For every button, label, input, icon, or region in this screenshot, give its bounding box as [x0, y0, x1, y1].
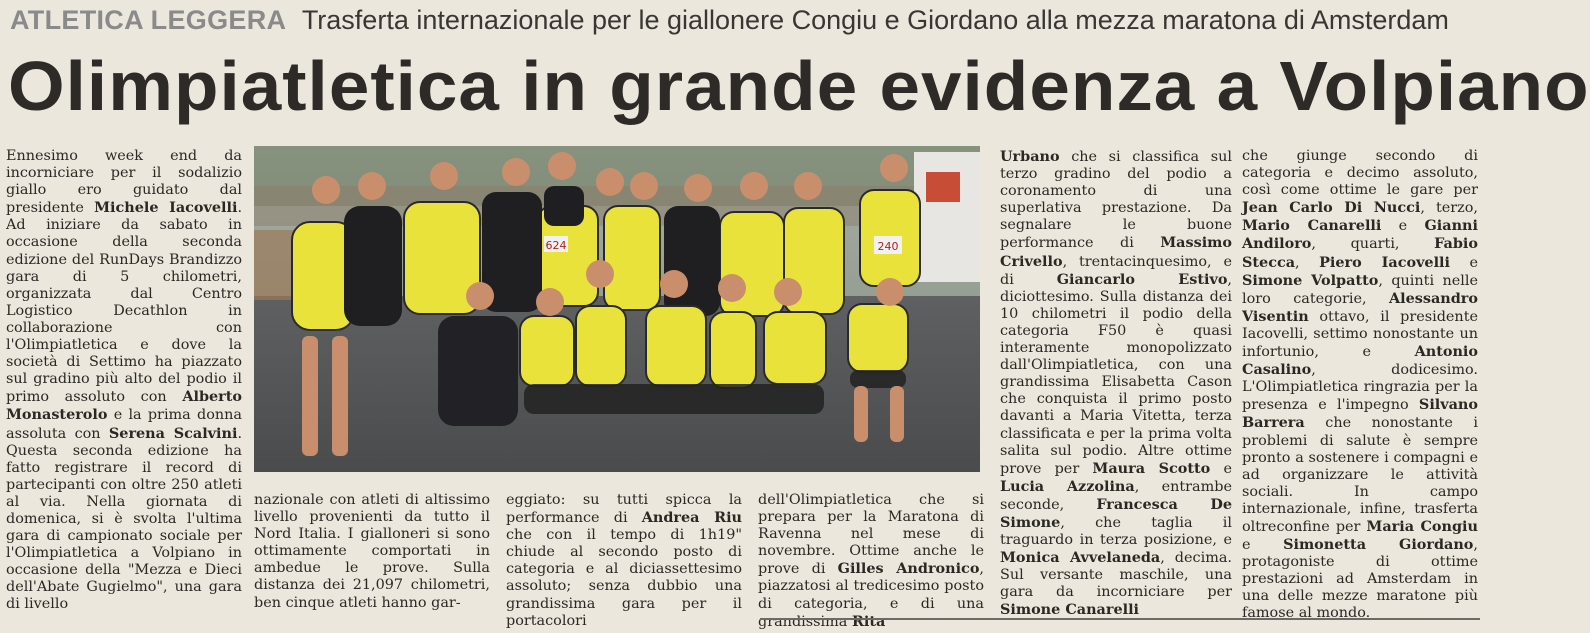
bold-name: Rita [851, 612, 886, 630]
text-run: , piazzatosi al tredicesimo posto di categoria, e di una grandissima [758, 561, 984, 630]
bold-name: Maria Congiu [1366, 517, 1478, 535]
text-run: , trentacinquesimo, e di [1000, 253, 1232, 288]
bold-name: Urbano [1000, 148, 1060, 165]
bib-number: 240 [877, 240, 899, 253]
bold-name: Simonetta Giordano [1283, 536, 1474, 554]
team-photo [254, 146, 980, 472]
bold-name: Simone Volpatto [1242, 271, 1379, 289]
bold-name: Gilles Andronico [837, 560, 980, 578]
bold-name: Michele Iacovelli [94, 199, 238, 217]
text-run: e [1242, 537, 1284, 554]
section-label: ATLETICA LEGGERA [10, 5, 287, 35]
text-run: , diciottesimo. Sulla distanza dei 10 chilometri il podio della categoria F50 è quasi interamente monopolizzato dall'Olimpiatletica, con una grandissima Elisabetta Cason che conquista il primo posto davanti a Maria Vitetta, terza classificata e per la prima volta salita sul podio. Altre ottime prove per [1000, 271, 1232, 477]
text-run: , terzo, [1420, 200, 1478, 217]
text-run: , [1295, 254, 1320, 271]
text-run: nazionale con atleti di altissimo livello provenienti da tutto il Nord Italia. I gialloneri si sono ottimamente comportati in ambedue le prove. Sulla distanza dei 21,097 chilometri, ben cinque atleti hanno gar- [254, 492, 490, 611]
bold-name: Gianni Andiloro [1242, 217, 1478, 253]
text-run: e la prima donna assoluta con [6, 407, 242, 442]
bold-name: Antonio Casalino [1242, 343, 1478, 379]
bold-name: Fabio Stecca [1242, 235, 1478, 271]
text-run: e [1450, 254, 1479, 271]
text-run: , protagoniste di ottime prestazioni ad Amsterdam in una delle mezze maratone più famose al mondo. [1242, 537, 1478, 622]
text-run: che con il tempo di 1h19" chiude al secondo posto di categoria e al diciassettesimo assoluto; senza dubbio una grandissima gara per il portacolori [506, 527, 742, 629]
text-run: che nonostante i problemi di salute è sempre pronto a sostenere i compagni e ad organizzare le attività sociali. In campo internazionale, infine, trasferta oltreconfine per [1242, 415, 1478, 535]
bold-name: Giancarlo Estivo [1056, 270, 1228, 288]
text-run: . Questa seconda edizione ha fatto registrare il record di partecipanti con oltre 250 atleti al via. Nella giornata di domenica, si è svolta l'ultima gara di campionato sociale per l'Olimpiatletica a Volpiano in occasione della "Mezza e Dieci dell'Abate Gugielmo", una gara di livello [6, 425, 243, 613]
text-run: dell'Olimpiatletica che si prepara per la Maratona di Ravenna nel mese di novembre. Ottime anche le prove di [758, 492, 984, 578]
bold-name: Alessandro Visentin [1242, 289, 1478, 325]
bold-name: Simone Canarelli [1000, 601, 1140, 619]
bold-name: Mario Canarelli [1242, 217, 1382, 235]
article-column-4 [758, 492, 984, 628]
text-run: , che taglia il traguardo in terza posizione, e [1000, 514, 1232, 549]
text-run: e [1381, 218, 1425, 235]
text-run: ottavo, il presidente Iacovelli, settimo nonostante un infortunio, e [1242, 308, 1478, 361]
bib-number: 624 [545, 239, 567, 252]
article-column-6 [1242, 148, 1479, 622]
article-kicker [10, 2, 1480, 38]
text-run: Ennesimo week end da incorniciare per il sodalizio giallo ero guidato dal presidente [6, 148, 242, 217]
team-photo-illustration [254, 146, 980, 472]
text-run: che si classifica sul terzo gradino del podio a coronamento di una superlativa prestazione. Da segnalare le buone performance di [1000, 149, 1232, 252]
text-run: , entrambe seconde, [1000, 478, 1232, 513]
article-subtitle: Trasferta internazionale per le giallonere Congiu e Giordano alla mezza maratona di Amsterdam [301, 5, 1449, 35]
text-run: , dodicesimo. L'Olimpiatletica ringrazia per la presenza e l'impegno [1242, 362, 1478, 414]
bold-name: Silvano Barrera [1242, 396, 1478, 432]
bold-name: Lucia Azzolina [1000, 477, 1135, 495]
bold-name: Monica Avvelaneda [1000, 549, 1161, 567]
bold-name: Serena Scalvini [108, 424, 238, 442]
text-run: , quinti nelle loro categorie, [1242, 272, 1478, 307]
bold-name: Francesca De Simone [1000, 495, 1232, 531]
text-run: eggiato: su tutti spicca la performance di [506, 492, 742, 527]
bold-name: Jean Carlo Di Nucci [1242, 199, 1421, 217]
article-column-2 [254, 492, 490, 628]
bold-name: Alberto Monasterolo [6, 388, 242, 424]
article-headline: Olimpiatletica in grande evidenza a Volpiano [8, 47, 1590, 125]
article-column-5 [1000, 148, 1233, 619]
bold-name: Maura Scotto [1092, 459, 1211, 477]
article-column-3 [506, 492, 742, 628]
bold-name: Massimo Crivello [1000, 234, 1232, 270]
text-run: che giunge secondo di categoria e decimo assoluto, così come ottime le gare per [1242, 148, 1478, 199]
bold-name: Andrea Riu [641, 509, 742, 527]
text-run: , decima. Sul versante maschile, una gara da incorniciare per [1000, 550, 1232, 601]
divider-rule [760, 618, 1480, 630]
text-run: . Ad iniziare da sabato in occasione della seconda edizione del RunDays Brandizzo gara di 5 chilometri, organizzata dal Centro Logistico Decathlon in collaborazione con l'Olimpiatletica e dove la società di Settimo ha piazzato sul gradino più alto del podio il primo assoluto con [6, 200, 243, 406]
text-run: , quarti, [1311, 236, 1435, 253]
article-column-1 [6, 148, 242, 628]
bold-name: Piero Iacovelli [1319, 253, 1450, 271]
text-run: e [1210, 460, 1233, 477]
